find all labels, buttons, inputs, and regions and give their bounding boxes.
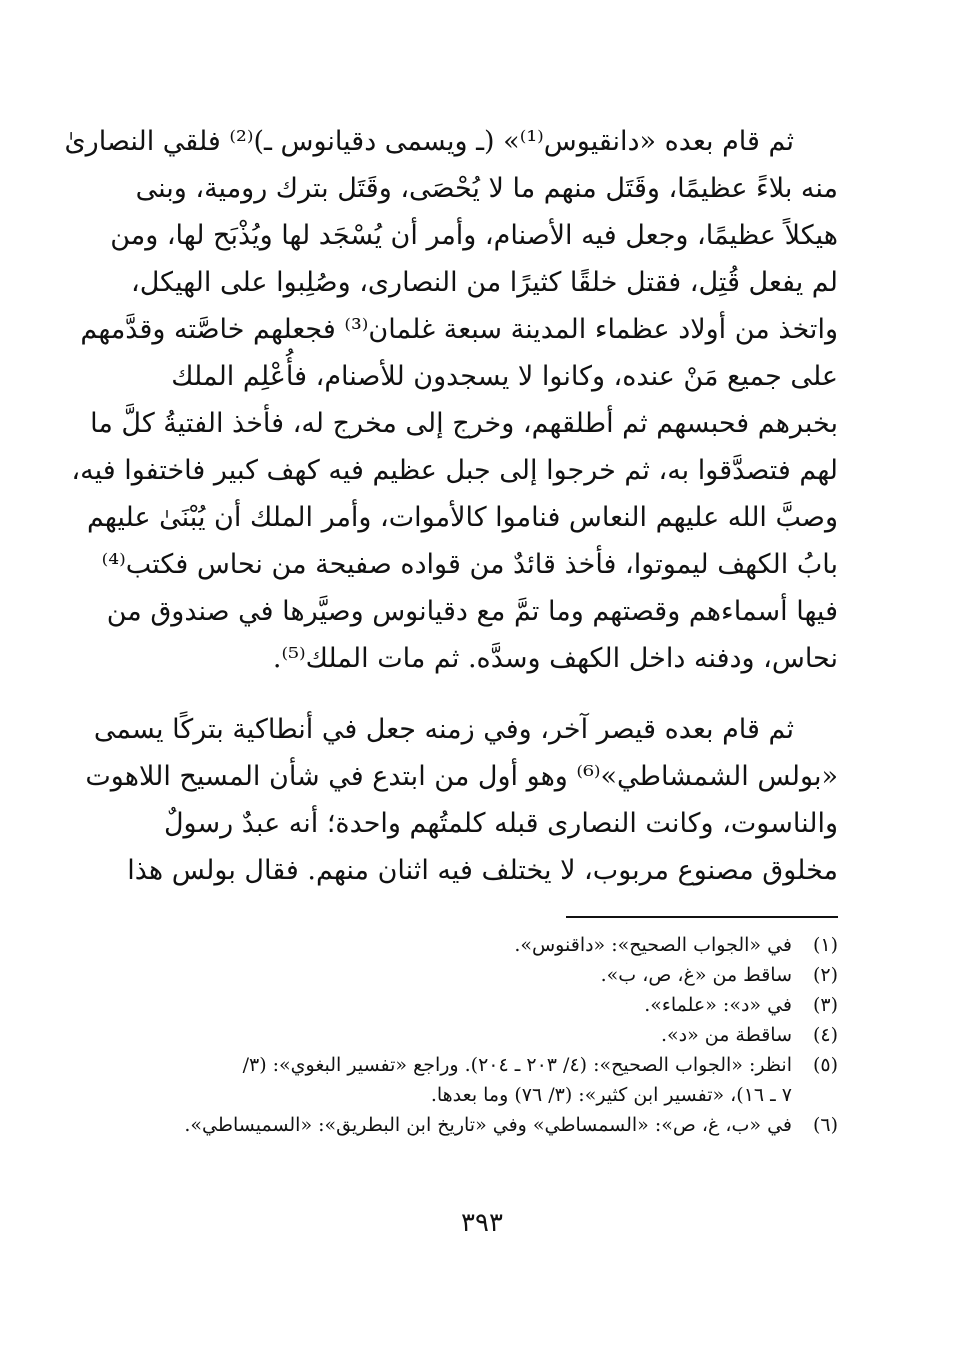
footnote-text: [126, 1110, 792, 1140]
paragraph-1-line: بابُ الكهف ليموتوا، فأخذ قائدٌ من قواده صفيحة من نحاس فكتب⁽⁴⁾: [101, 549, 838, 580]
footnote-text: [126, 960, 792, 990]
paragraph-1-line: منه بلاءً عظيمًا، وقَتَل منهم ما لا يُحْصَى، وقَتَل بترك رومية، وبنى: [135, 173, 838, 204]
footnote-number: (٥): [812, 1054, 838, 1076]
footnote-line: في «ب، غ، ص»: «السمساطي» وفي «تاريخ ابن البطريق»: «السميساطي».: [184, 1114, 792, 1136]
paragraph-1-line: واتخذ من أولاد عظماء المدينة سبعة غلمان⁽³⁾ فجعلهم خاصَّته وقدَّمهم: [80, 314, 838, 345]
footnote-number: (٣): [812, 994, 838, 1016]
footnote-line: في «الجواب الصحيح»: «داقنوس».: [514, 934, 792, 956]
footnote-separator: [566, 916, 838, 918]
footnotes: [126, 930, 838, 1140]
paragraph-1: [64, 118, 838, 682]
paragraph-1-line: لم يفعل قُتِل، فقتل خلقًا كثيرًا من النصارى، وصُلِبوا على الهيكل،: [131, 267, 838, 298]
paragraph-1-line: نحاس، ودفنه داخل الكهف وسدَّه. ثم مات الملك⁽⁵⁾.: [272, 643, 838, 674]
footnote-line: ساقط من «غ، ص، ب».: [600, 964, 792, 986]
paragraph-1-line: على جميع مَنْ عنده، وكانوا لا يسجدون للأصنام، فأُعْلِم الملك: [171, 361, 838, 392]
footnote: [126, 930, 838, 960]
footnote-text: [126, 930, 792, 960]
footnote: [126, 1020, 838, 1050]
paragraph-1-line: هيكلاً عظيمًا، وجعل فيه الأصنام، وأمر أن يُسْجَد لها ويُذْبَح لها، ومن: [110, 220, 838, 251]
footnote: [126, 990, 838, 1020]
paragraph-1-line: وصبَّ الله عليهم النعاس فناموا كالأموات، وأمر الملك أن يُبْنَىٰ عليهم: [86, 502, 838, 533]
footnote-line: ٧ ـ ١٦)، «تفسير ابن كثير»: (٣/ ٧٦) وما بعدها.: [430, 1084, 792, 1106]
footnote-number: (٢): [812, 964, 838, 986]
paragraph-1-line: فيها أسماءهم وقصتهم وما تمَّ مع دقيانوس وصيَّرها في صندوق من: [106, 596, 838, 627]
footnote-number: (٦): [812, 1114, 838, 1136]
footnote: [126, 1110, 838, 1140]
footnote-number: (٤): [812, 1024, 838, 1046]
footnote: [126, 1050, 838, 1110]
paragraph-1-line: ثم قام بعده «دانقيوس⁽¹⁾» (ـ ويسمى دقيانوس ـ)⁽²⁾ فلقي النصارىٰ: [64, 126, 794, 157]
paragraph-2-line: «بولس الشمشاطي»⁽⁶⁾ وهو أول من ابتدع في شأن المسيح اللاهوت: [85, 761, 838, 792]
footnote-number: (١): [812, 934, 838, 956]
footnote: [126, 960, 838, 990]
footnote-text: [126, 990, 792, 1020]
page-number: ٣٩٣: [461, 1208, 503, 1238]
footnote-text: [126, 1050, 792, 1110]
paragraph-1-line: بخبرهم فحبسهم ثم أطلقهم، وخرج إلى مخرج له، فأخذ الفتيةُ كلَّ ما: [90, 408, 838, 439]
paragraph-2-line: مخلوق مصنوع مربوب، لا يختلف فيه اثنان منهم. فقال بولس هذا: [127, 855, 838, 886]
footnote-line: في «د»: «علماء».: [644, 994, 792, 1016]
footnote-line: انظر: «الجواب الصحيح»: (٤/ ٢٠٣ ـ ٢٠٤). وراجع «تفسير البغوي»: (٣/: [242, 1054, 792, 1076]
footnote-line: ساقطة من «د».: [660, 1024, 792, 1046]
paragraph-1-line: لهم فتصدَّقوا به، ثم خرجوا إلى جبل عظيم فيه كهف كبير فاختفوا فيه،: [71, 455, 838, 486]
paragraph-2-line: ثم قام بعده قيصر آخر، وفي زمنه جعل في أنطاكية بتركًا يسمى: [93, 714, 794, 745]
paragraph-2: [85, 706, 838, 894]
footnote-text: [126, 1020, 792, 1050]
paragraph-2-line: والناسوت، وكانت النصارى قبله كلمتُهم واحدة؛ أنه عبدٌ رسولٌ: [163, 808, 838, 839]
